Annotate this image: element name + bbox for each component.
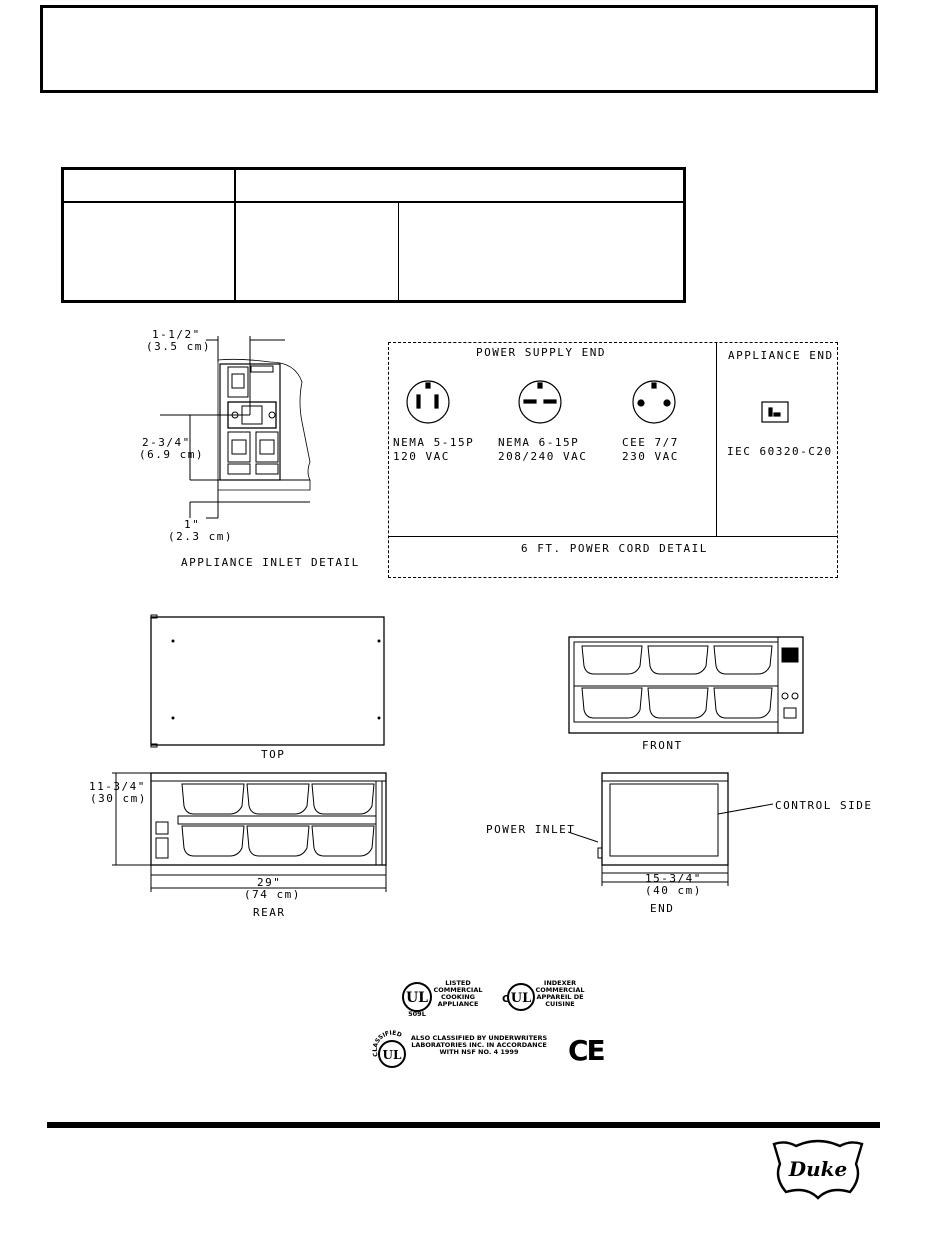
- spec-table: [61, 167, 686, 303]
- ul-canada-icon: [500, 980, 536, 1014]
- rear-view-drawing: [106, 770, 388, 896]
- front-view-label: FRONT: [642, 739, 683, 752]
- top-view-drawing: [148, 612, 388, 752]
- depth-dim-imperial: 15-3/4": [645, 872, 702, 885]
- width-dim-metric: (74 cm): [244, 888, 301, 901]
- end-view-label: END: [650, 902, 675, 915]
- svg-text:CLASSIFIED: CLASSIFIED: [371, 1030, 403, 1058]
- cord-box-divider-horizontal: [389, 536, 837, 537]
- plug-faces: [388, 370, 836, 440]
- plug-3-name: CEE 7/7: [622, 436, 679, 449]
- power-supply-end-heading: POWER SUPPLY END: [476, 346, 606, 359]
- ul-classified-text: ALSO CLASSIFIED BY UNDERWRITERS LABORATORIES INC. IN ACCORDANCE WITH NSF NO. 4 1999: [410, 1034, 548, 1056]
- spec-table-col-divider-2: [398, 203, 399, 300]
- svg-text:UL: UL: [510, 991, 532, 1006]
- svg-text:C: C: [502, 994, 510, 1005]
- title-box: [40, 5, 878, 93]
- ul-canada-text: INDEXER COMMERCIAL APPAREIL DE CUISINE: [535, 979, 585, 1008]
- front-view-drawing: [566, 634, 806, 736]
- ul-listed-text: LISTED COMMERCIAL COOKING APPLIANCE: [433, 979, 483, 1008]
- width-dim-imperial: 29": [257, 876, 282, 889]
- plug-2-name: NEMA 6-15P: [498, 436, 580, 449]
- power-inlet-label: POWER INLET: [486, 823, 576, 836]
- svg-text:UL: UL: [382, 1048, 402, 1062]
- appliance-connector-name: IEC 60320-C20: [727, 445, 833, 458]
- duke-logo: [770, 1138, 866, 1200]
- ul-code: 509L: [408, 1010, 426, 1018]
- svg-text:Duke: Duke: [788, 1157, 848, 1181]
- plug-1-voltage: 120 VAC: [393, 450, 450, 463]
- dim-side-metric: (6.9 cm): [139, 448, 204, 461]
- appliance-end-heading: APPLIANCE END: [728, 349, 834, 362]
- spec-table-col-divider-1: [234, 170, 236, 300]
- dim-side-imperial: 2-3/4": [142, 436, 191, 449]
- plug-2-voltage: 208/240 VAC: [498, 450, 588, 463]
- spec-table-header-rule: [64, 201, 683, 203]
- dim-top-imperial: 1-1/2": [152, 328, 201, 341]
- control-side-label: CONTROL SIDE: [775, 799, 873, 812]
- ul-listed-icon: [400, 980, 434, 1014]
- end-view-leaders: [568, 800, 778, 850]
- ul-classified-icon: [370, 1030, 414, 1074]
- rear-view-label: REAR: [253, 906, 286, 919]
- height-dim-metric: (30 cm): [90, 792, 147, 805]
- plug-3-voltage: 230 VAC: [622, 450, 679, 463]
- top-view-label: TOP: [261, 748, 286, 761]
- footer-rule: [47, 1122, 880, 1128]
- dim-top-metric: (3.5 cm): [146, 340, 211, 353]
- dim-bottom-imperial: 1": [184, 518, 201, 531]
- ce-mark-icon: CE: [568, 1034, 604, 1067]
- depth-dim-metric: (40 cm): [645, 884, 702, 897]
- inlet-detail-title: APPLIANCE INLET DETAIL: [181, 556, 360, 569]
- iec-c20-icon: [762, 402, 788, 422]
- height-dim-imperial: 11-3/4": [89, 780, 146, 793]
- power-cord-footer: 6 FT. POWER CORD DETAIL: [521, 542, 708, 555]
- svg-text:UL: UL: [405, 990, 429, 1006]
- plug-1-name: NEMA 5-15P: [393, 436, 475, 449]
- dim-bottom-metric: (2.3 cm): [168, 530, 233, 543]
